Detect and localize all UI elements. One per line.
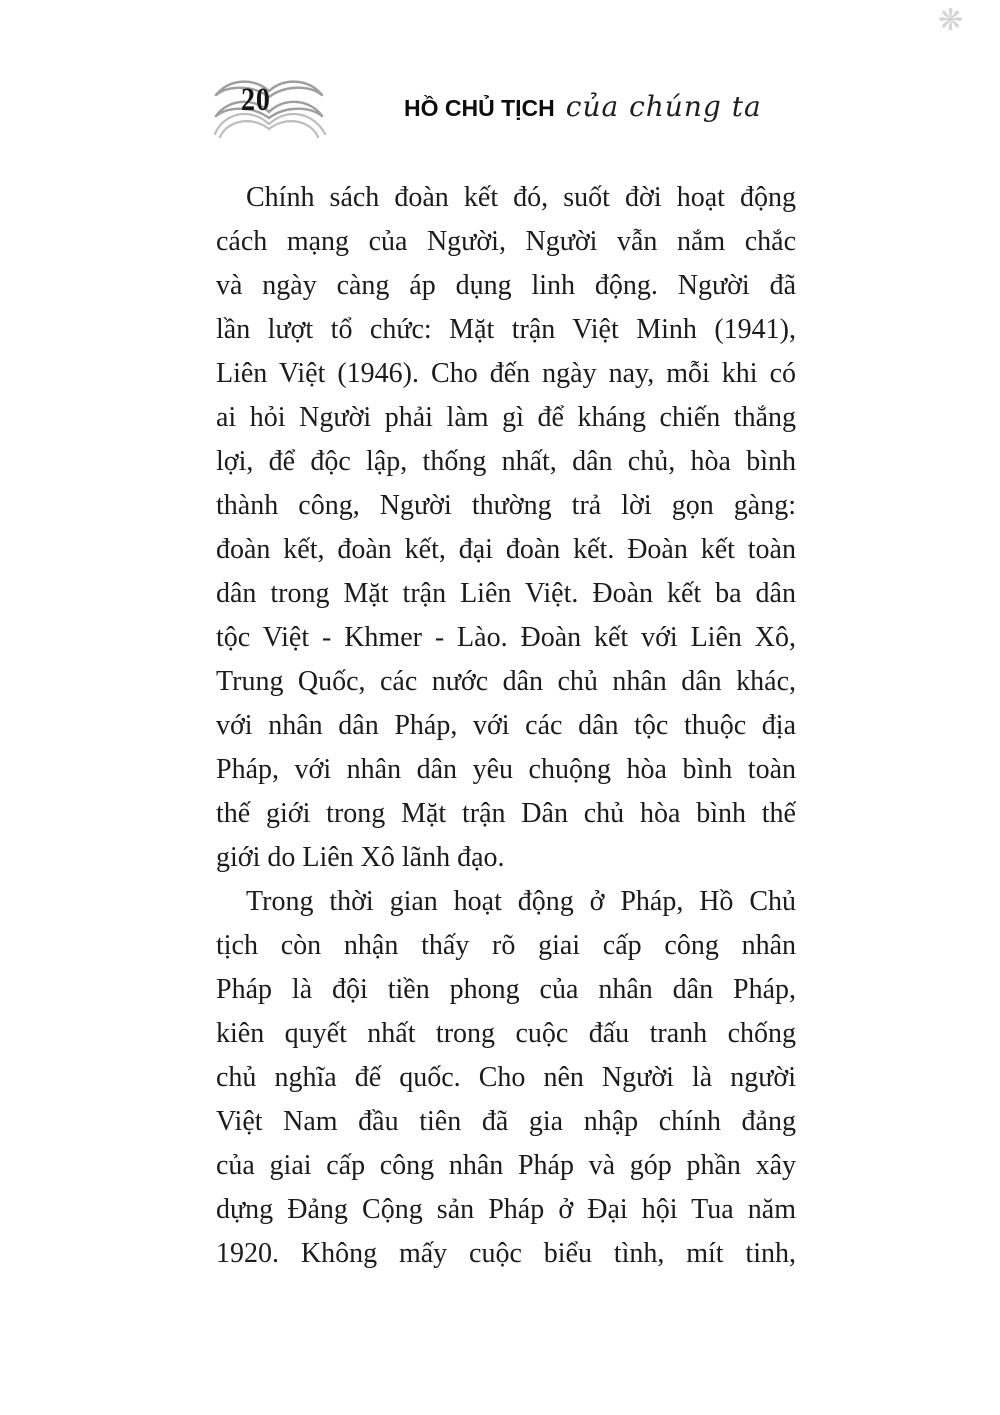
text-line: Trong thời gian hoạt động ở Pháp, Hồ Chủ xyxy=(246,886,796,917)
text-line: lợi, để độc lập, thống nhất, dân chủ, hòa bình xyxy=(216,446,796,477)
running-title xyxy=(404,90,762,123)
text-line: và ngày càng áp dụng linh động. Người đã xyxy=(216,270,796,301)
running-title-script: của chúng ta xyxy=(565,90,762,123)
book-logo xyxy=(212,76,328,142)
text-line: lần lượt tổ chức: Mặt trận Việt Minh (1941), xyxy=(216,314,796,345)
text-line: Trung Quốc, các nước dân chủ nhân dân khác, xyxy=(216,666,796,697)
text-line: tộc Việt - Khmer - Lào. Đoàn kết với Liên Xô, xyxy=(216,622,796,653)
text-line: dựng Đảng Cộng sản Pháp ở Đại hội Tua năm xyxy=(216,1194,796,1225)
text-line: giới do Liên Xô lãnh đạo. xyxy=(216,842,505,873)
text-line: ai hỏi Người phải làm gì để kháng chiến thắng xyxy=(216,402,796,433)
text-line: cách mạng của Người, Người vẫn nắm chắc xyxy=(216,226,796,257)
text-line: Pháp, với nhân dân yêu chuộng hòa bình toàn xyxy=(216,754,796,785)
text-line: Chính sách đoàn kết đó, suốt đời hoạt động xyxy=(246,182,796,213)
text-line: Pháp là đội tiền phong của nhân dân Pháp, xyxy=(216,974,796,1005)
text-line: dân trong Mặt trận Liên Việt. Đoàn kết ba dân xyxy=(216,578,796,609)
text-line: Việt Nam đầu tiên đã gia nhập chính đảng xyxy=(216,1106,796,1137)
corner-flower-ornament-icon: ❋ xyxy=(938,3,964,38)
text-line: Liên Việt (1946). Cho đến ngày nay, mỗi khi có xyxy=(216,358,796,389)
text-line: kiên quyết nhất trong cuộc đấu tranh chống xyxy=(216,1018,796,1049)
page-number: 20 xyxy=(241,82,271,118)
text-line: tịch còn nhận thấy rõ giai cấp công nhân xyxy=(216,930,796,961)
running-title-main: HỒ CHỦ TỊCH xyxy=(404,95,555,121)
text-line: 1920. Không mấy cuộc biểu tình, mít tinh, xyxy=(216,1238,796,1269)
text-line: chủ nghĩa đế quốc. Cho nên Người là người xyxy=(216,1062,796,1093)
text-line: của giai cấp công nhân Pháp và góp phần xây xyxy=(216,1150,796,1181)
text-line: đoàn kết, đoàn kết, đại đoàn kết. Đoàn kết toàn xyxy=(216,534,796,565)
text-column xyxy=(216,176,796,1276)
text-line: thành công, Người thường trả lời gọn gàng: xyxy=(216,490,796,521)
text-line: thế giới trong Mặt trận Dân chủ hòa bình thế xyxy=(216,798,796,829)
text-line: với nhân dân Pháp, với các dân tộc thuộc địa xyxy=(216,710,796,741)
